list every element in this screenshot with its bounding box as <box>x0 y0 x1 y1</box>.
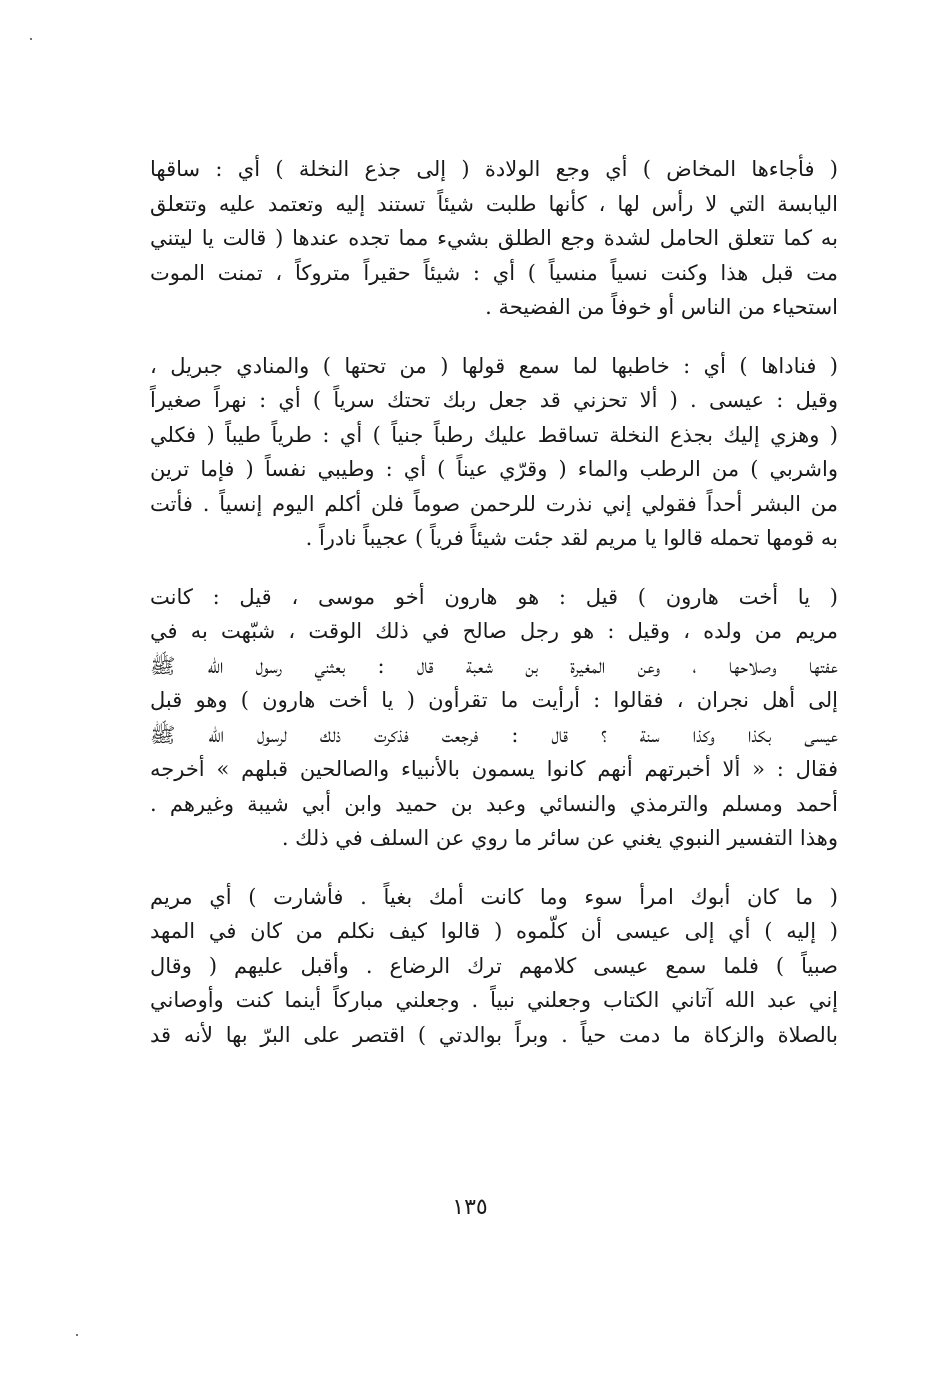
paragraph <box>150 880 838 1053</box>
text-line: عيسى بكذا وكذا سنة ؟ قال : فرجعت فذكرت ذلك لرسول الله ﷺ <box>150 722 838 747</box>
text-line: بالصلاة والزكاة ما دمت حياً . وبراً بوالدتي ) اقتصر على البرّ بها لأنه قد <box>150 1022 838 1047</box>
text-line: أحمد ومسلم والترمذي والنسائي وعبد بن حميد وابن أبي شيبة وغيرهم . <box>150 791 838 816</box>
page-body <box>150 152 838 1076</box>
text-line: به قومها تحمله قالوا يا مريم لقد جئت شيئاً فرياً ) عجيباً نادراً . <box>305 526 838 550</box>
text-line: ( يا أخت هارون ) قيل : هو هارون أخو موسى ، قيل : كانت <box>150 584 838 609</box>
text-line: إلى أهل نجران ، فقالوا : أرأيت ما تقرأون ( يا أخت هارون ) وهو قبل <box>150 688 838 712</box>
text-line: ( فناداها ) أي : خاطبها لما سمع قولها ( من تحتها ) والمنادي جبريل ، <box>150 353 838 378</box>
text-line: إني عبد الله آتاني الكتاب وجعلني نبياً . وجعلني مباركاً أينما كنت وأوصاني <box>150 988 838 1012</box>
paragraph <box>150 580 838 856</box>
text-line: ( فأجاءها المخاض ) أي وجع الولادة ( إلى جذع النخلة ) أي : ساقها <box>150 157 838 181</box>
text-line: فقال : « ألا أخبرتهم أنهم كانوا يسمون بالأنبياء والصالحين قبلهم » أخرجه <box>150 757 838 781</box>
scan-speck <box>76 1334 78 1336</box>
text-line: ( إليه ) أي إلى عيسى أن كلّموه ( قالوا كيف نكلم من كان في المهد <box>150 919 838 943</box>
text-line: مريم من ولده ، وقيل : هو رجل صالح في ذلك الوقت ، شبّهت به في <box>150 619 838 643</box>
page-number: ١٣٥ <box>452 1195 488 1220</box>
text-line: وهذا التفسير النبوي يغني عن سائر ما روي عن السلف في ذلك . <box>281 826 838 850</box>
text-line: صبياً ) فلما سمع عيسى كلامهم ترك الرضاع . وأقبل عليهم ( وقال <box>150 953 838 978</box>
text-line: من البشر أحداً فقولي إني نذرت للرحمن صوماً فلن أكلم اليوم إنسياً . فأتت <box>150 491 838 516</box>
text-line: اليابسة التي لا رأس لها ، كأنها طلبت شيئاً تستند إليه وتعتمد عليه وتتعلق <box>150 191 838 216</box>
text-line: به كما تتعلق الحامل لشدة وجع الطلق بشيء مما تجده عندها ( قالت يا ليتني <box>150 226 838 250</box>
text-line: استحياء من الناس أو خوفاً من الفضيحة . <box>485 295 838 319</box>
text-line: وقيل : عيسى . ( ألا تحزني قد جعل ربك تحتك سرياً ) أي : نهراً صغيراً <box>150 388 838 412</box>
text-line: واشربي ) من الرطب والماء ( وقرّي عيناً ) أي : وطيبي نفساً ( فإما ترين <box>150 457 838 481</box>
text-line: ( ما كان أبوك امرأ سوء وما كانت أمك بغياً . فأشارت ) أي مريم <box>150 884 838 909</box>
scan-speck <box>30 38 32 40</box>
paragraph <box>150 152 838 325</box>
text-line: ( وهزي إليك بجذع النخلة تساقط عليك رطباً جنياً ) أي : طرياً طيباً ( فكلي <box>150 422 838 447</box>
paragraph <box>150 349 838 556</box>
text-line: مت قبل هذا وكنت نسياً منسياً ) أي : شيئاً حقيراً متروكاً ، تمنت الموت <box>150 260 838 285</box>
text-line: عفتها وصلاحها ، وعن المغيرة بن شعبة قال : بعثني رسول الله ﷺ <box>150 653 838 678</box>
